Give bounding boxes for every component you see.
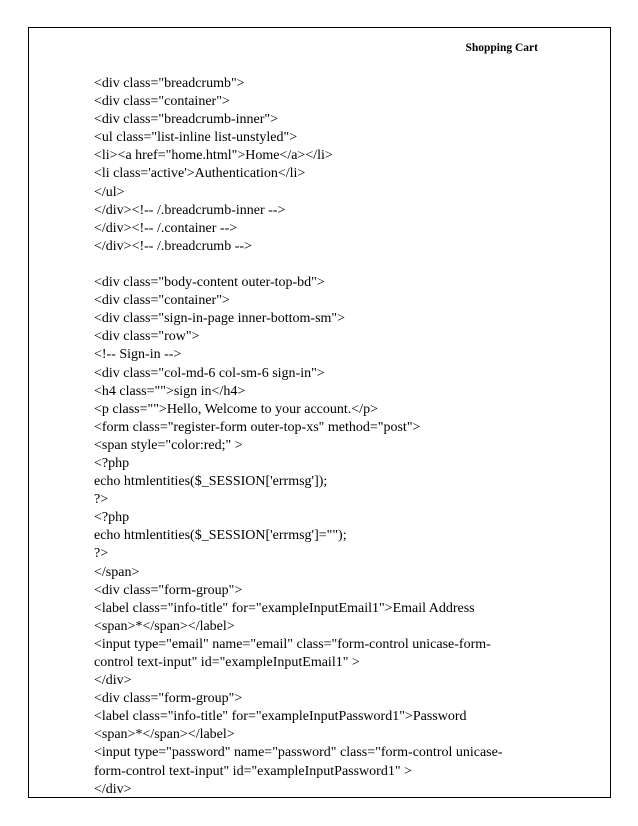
code-line: form-control text-input" id="exampleInputPassword1" > xyxy=(94,763,412,779)
code-line: <div class="body-content outer-top-bd"> xyxy=(94,275,325,291)
code-line: <input type="email" name="email" class="form-control unicase-form- xyxy=(94,636,491,652)
code-line: <div class="row"> xyxy=(94,329,200,345)
code-line: </div> xyxy=(94,781,132,797)
code-line: <?php xyxy=(94,510,130,526)
code-line: <span style="color:red;" > xyxy=(94,437,243,453)
code-line: <h4 class="">sign in</h4> xyxy=(94,383,246,399)
code-line: <input type="password" name="password" class="form-control unicase- xyxy=(94,745,503,761)
code-line: <div class="breadcrumb-inner"> xyxy=(94,112,279,128)
code-line: <div class="breadcrumb"> xyxy=(94,76,245,91)
code-line: ?> xyxy=(94,546,109,562)
code-line: ?> xyxy=(94,492,109,508)
code-line: <div class="form-group"> xyxy=(94,691,243,707)
page-header-title: Shopping Cart xyxy=(465,42,538,54)
code-line: </div><!-- /.container --> xyxy=(94,220,238,236)
code-line: control text-input" id="exampleInputEmail1" > xyxy=(94,655,360,670)
code-line: <p class="">Hello, Welcome to your account.</p> xyxy=(94,401,378,417)
code-listing xyxy=(94,75,524,799)
code-line: echo htmlentities($_SESSION['errmsg']); xyxy=(94,474,328,490)
code-line: <ul class="list-inline list-unstyled"> xyxy=(94,130,298,146)
code-line: <?php xyxy=(94,455,130,471)
code-line: <span>*</span></label> xyxy=(94,727,235,743)
code-line: <div class="container"> xyxy=(94,293,230,309)
code-line: <label class="info-title" for="exampleInputPassword1">Password xyxy=(94,709,467,725)
code-line: <div class="form-group"> xyxy=(94,582,243,598)
code-line xyxy=(94,256,524,274)
code-line: <form class="register-form outer-top-xs" method="post"> xyxy=(94,419,421,435)
code-line: <div class="container"> xyxy=(94,94,230,110)
code-line: </ul> xyxy=(94,184,125,200)
code-line: echo htmlentities($_SESSION['errmsg']=""); xyxy=(94,528,347,544)
code-line: <span>*</span></label> xyxy=(94,618,235,634)
code-line: </div> xyxy=(94,673,132,689)
code-line: <label class="info-title" for="exampleInputEmail1">Email Address xyxy=(94,600,475,616)
code-line: <li><a href="home.html">Home</a></li> xyxy=(94,148,333,164)
code-line: <!-- Sign-in --> xyxy=(94,347,182,363)
code-line: </div><!-- /.breadcrumb-inner --> xyxy=(94,202,286,218)
page-frame xyxy=(28,27,611,798)
code-line: </span> xyxy=(94,564,140,580)
code-line: <div class="sign-in-page inner-bottom-sm"> xyxy=(94,311,346,327)
code-line: </div><!-- /.breadcrumb --> xyxy=(94,238,252,254)
code-line: <li class='active'>Authentication</li> xyxy=(94,166,306,182)
code-line: <div class="col-md-6 col-sm-6 sign-in"> xyxy=(94,365,325,381)
